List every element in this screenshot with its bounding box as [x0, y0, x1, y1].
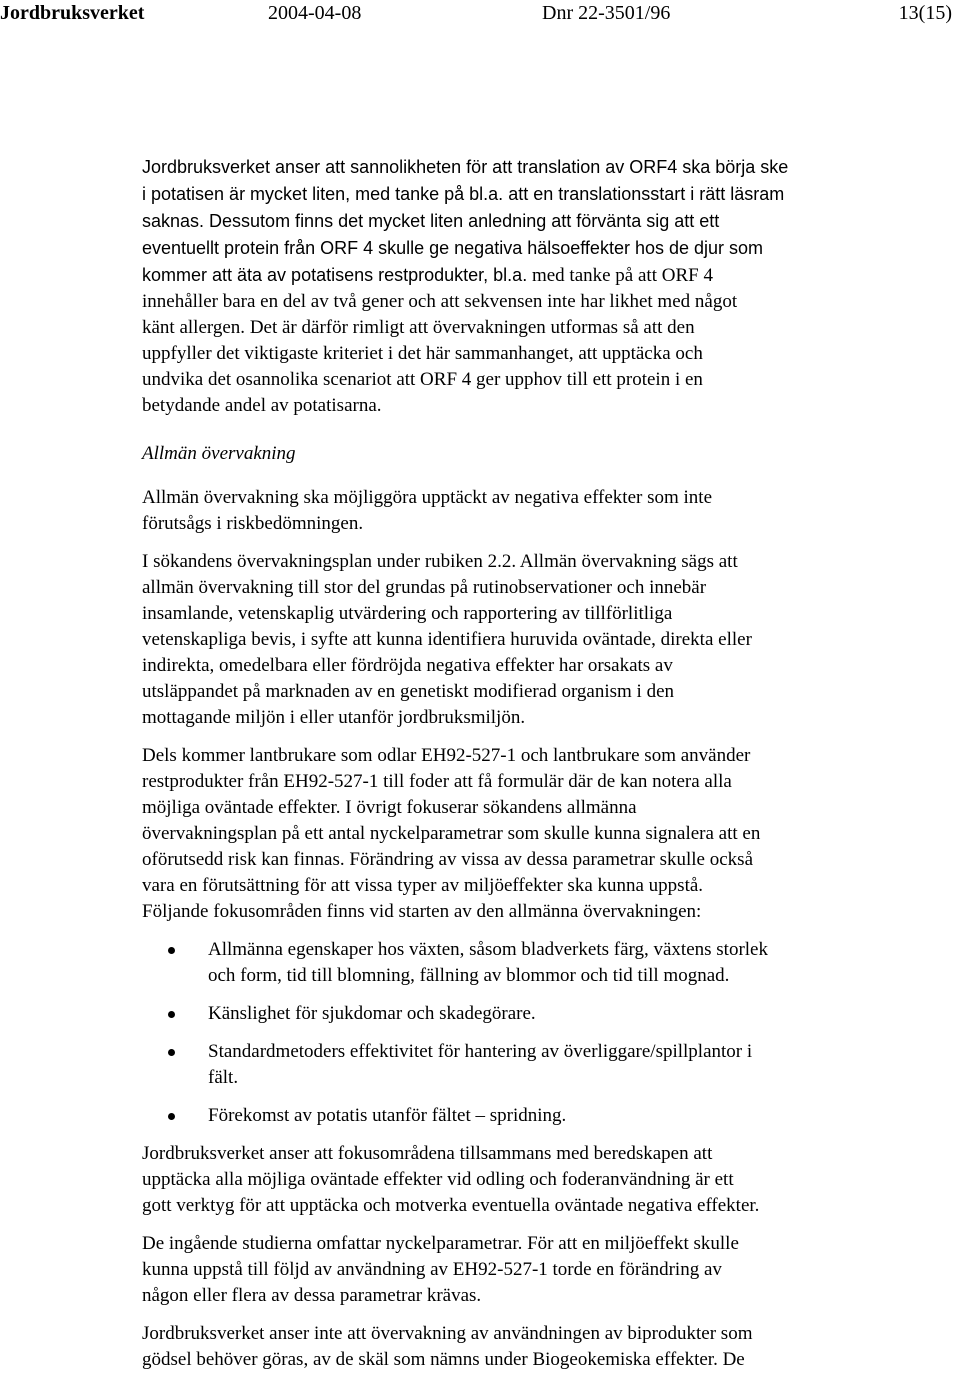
document-body: [142, 154, 882, 1385]
list-item: Standardmetoders effektivitet för hantering av överliggare/spillplantor i fält.: [142, 1039, 882, 1091]
focus-area-list: [142, 937, 882, 1129]
paragraph-2: Allmän övervakning ska möjliggöra upptäckt av negativa effekter som inte förutsågs i riskbedömningen.: [142, 487, 713, 534]
bullet-icon: [168, 1113, 175, 1120]
page-number: 13(15): [898, 2, 952, 24]
page-header: [0, 0, 960, 30]
paragraph-3: I sökandens övervakningsplan under rubiken 2.2. Allmän övervakning sägs att allmän övervakning till stor del grundas på rutinobservationer och innebär insamlande, vetenskaplig utvärdering och rapportering av tillförlitliga vetenskapliga bevis, i syfte att kunna identifiera huruvida oväntade, direkta eller indirekta, omedelbara eller fördröjda negativa effekter har orsakats av utsläppandet på marknaden av en genetiskt modifierad organism i den mottagande miljön i eller utanför jordbruksmiljön.: [142, 551, 752, 728]
bullet-icon: [168, 947, 175, 954]
paragraph-1-serif-text: med tanke på att ORF 4 innehåller bara en del av två gener och att sekvensen inte har likhet med något känt allergen.: [142, 265, 738, 338]
document-date: 2004-04-08: [268, 2, 362, 24]
list-item: Förekomst av potatis utanför fältet – spridning.: [142, 1103, 882, 1129]
list-item: Allmänna egenskaper hos växten, såsom bladverkets färg, växtens storlek och form, tid till blomning, fällning av blommor och tid till mognad.: [142, 937, 882, 989]
paragraph-7: Jordbruksverket anser inte att övervakning av användningen av biprodukter som gödsel behöver göras, av de skäl som nämns under Biogeokemiska effekter. De: [142, 1323, 753, 1370]
paragraph-1-sans-text: Jordbruksverket anser att sannolikheten för att translation av ORF4 ska börja ske i potatisen är mycket liten, med tanke på bl.a. att en translationsstart i rätt läsram saknas. Dessutom finns det mycket liten anledning att förvänta sig att ett eventuellt protein från ORF 4 skulle ge negativa hälsoeffekter hos de djur som kommer att äta av potatisens restprodukter, bl.a.: [142, 157, 789, 285]
paragraph-4: Dels kommer lantbrukare som odlar EH92-527-1 och lantbrukare som använder restprodukter från EH92-527-1 till foder att få formulär där de kan notera alla möjliga oväntade effekter. I övrigt fokuserar sökandens allmänna övervakningsplan på ett antal nyckelparametrar som skulle kunna signalera att en oförutsedd risk kan finnas. Förändring av vissa av dessa parametrar skulle också vara en förutsättning för att vissa typer av miljöeffekter ska kunna uppstå. Följande fokusområden finns vid starten av den allmänna övervakningen:: [142, 745, 761, 922]
bullet-icon: [168, 1049, 175, 1056]
bullet-icon: [168, 1011, 175, 1018]
paragraph-5: Jordbruksverket anser att fokusområdena tillsammans med beredskapen att upptäcka alla möjliga oväntade effekter vid odling och foderanvändning är ett gott verktyg för att upptäcka och motverka eventuella oväntade negativa effekter.: [142, 1143, 760, 1216]
list-item: Känslighet för sjukdomar och skadegörare.: [142, 1001, 882, 1027]
document-number: Dnr 22-3501/96: [542, 2, 671, 24]
section-heading: Allmän övervakning: [142, 443, 296, 464]
paragraph-1-serif-text-2: Det är därför rimligt att övervakningen utformas så att den uppfyller det viktigaste kriteriet i det här sammanhanget, att upptäcka och undvika det osannolika scenariot att ORF 4 ger upphov till ett protein i en betydande andel av potatisarna.: [142, 317, 703, 416]
paragraph-1: [142, 154, 882, 419]
organization-name: Jordbruksverket: [0, 2, 145, 24]
paragraph-6: De ingående studierna omfattar nyckelparametrar. För att en miljöeffekt skulle kunna uppstå till följd av användning av EH92-527-1 torde en förändring av någon eller flera av dessa parametrar krävas.: [142, 1233, 739, 1306]
